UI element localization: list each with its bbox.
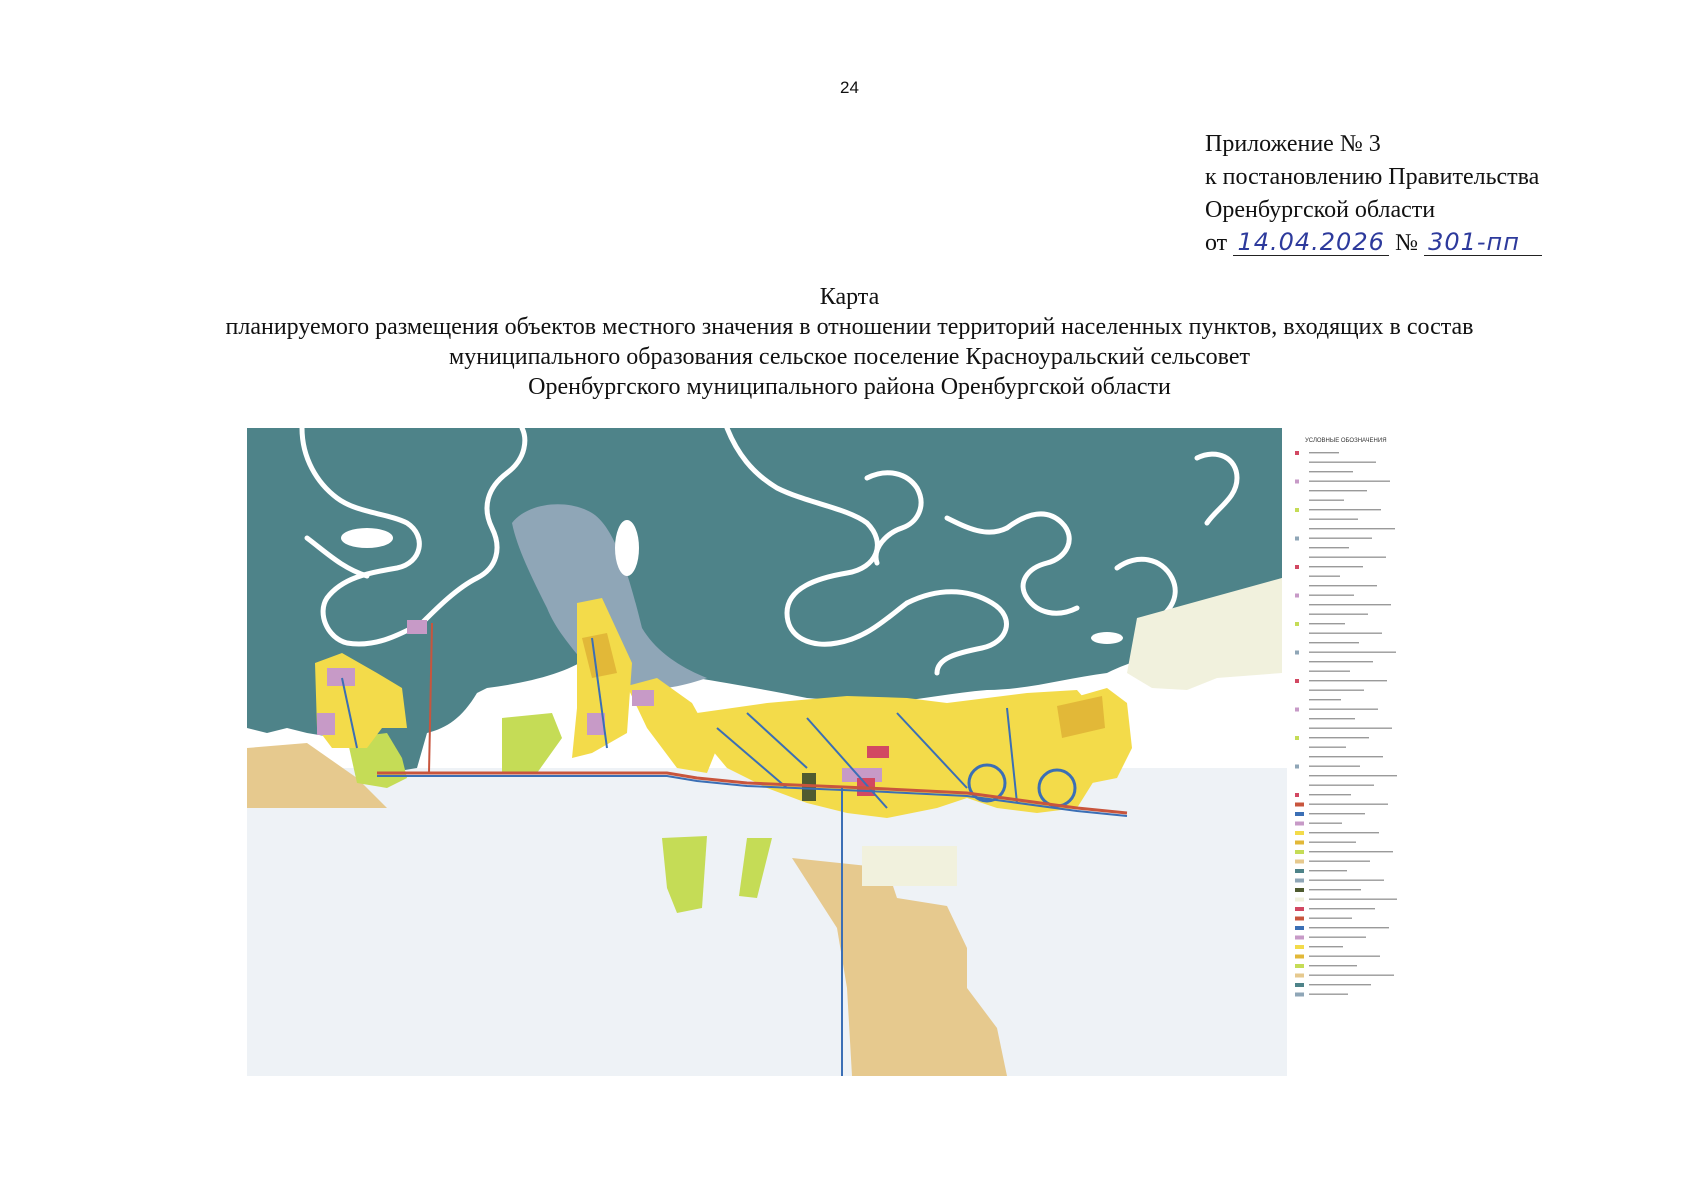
legend-text-line <box>1309 481 1390 482</box>
appendix-block <box>1205 128 1542 260</box>
legend-text-line <box>1309 775 1397 776</box>
legend-swatch <box>1295 736 1299 740</box>
legend-text-line <box>1309 747 1346 748</box>
legend-text-line <box>1309 566 1363 567</box>
legend-text-line <box>1309 956 1380 957</box>
legend-swatch <box>1295 879 1304 883</box>
legend-text-line <box>1309 661 1373 662</box>
legend-swatch <box>1295 480 1299 484</box>
public-zone-1 <box>327 668 355 686</box>
lake-3 <box>1091 632 1123 644</box>
legend-swatch <box>1295 451 1299 455</box>
lake-2 <box>615 520 639 576</box>
legend-text-line <box>1309 652 1396 653</box>
legend-swatch <box>1295 537 1299 541</box>
legend-text-line <box>1309 965 1357 966</box>
legend-text-line <box>1309 585 1377 586</box>
document-title <box>0 282 1699 402</box>
legend-swatch <box>1295 955 1304 959</box>
legend-text-line <box>1309 538 1372 539</box>
legend-text-line <box>1309 899 1397 900</box>
legend-swatch <box>1295 936 1304 940</box>
legend-text-line <box>1309 889 1361 890</box>
legend-text-line <box>1309 766 1360 767</box>
special-zone-1 <box>867 746 889 758</box>
legend-swatch <box>1295 974 1304 978</box>
legend-text-line <box>1309 500 1344 501</box>
legend-text-line <box>1309 462 1376 463</box>
legend-text-line <box>1309 642 1359 643</box>
legend-text-line <box>1309 509 1381 510</box>
resolution-number: 301-пп <box>1424 229 1542 256</box>
legend-text-line <box>1309 813 1365 814</box>
legend-panel <box>1287 428 1397 1076</box>
legend-text-line <box>1309 690 1364 691</box>
meadow-area <box>247 768 1297 1076</box>
legend-text-line <box>1309 927 1389 928</box>
legend-text-line <box>1309 908 1375 909</box>
legend-text-line <box>1309 633 1382 634</box>
legend-text-line <box>1309 794 1351 795</box>
legend-text-line <box>1309 823 1342 824</box>
legend-swatch <box>1295 708 1299 712</box>
legend-text-line <box>1309 937 1366 938</box>
legend-swatch <box>1295 907 1304 911</box>
legend-swatch <box>1295 898 1304 902</box>
legend-text-line <box>1309 737 1369 738</box>
legend-text-line <box>1309 528 1395 529</box>
title-line-2: планируемого размещения объектов местного значения в отношении территорий населенных пунктов, входящих в состав <box>225 314 1474 340</box>
number-label: № <box>1395 230 1419 256</box>
legend-text-line <box>1309 671 1350 672</box>
legend-swatch <box>1295 841 1304 845</box>
light-field-south <box>862 846 957 886</box>
legend-swatch <box>1295 964 1304 968</box>
legend-text-line <box>1309 452 1339 453</box>
legend-swatch <box>1295 869 1304 873</box>
legend-text-line <box>1309 984 1371 985</box>
public-zone-3 <box>632 690 654 706</box>
legend-text-line <box>1309 832 1379 833</box>
lake-1 <box>341 528 393 548</box>
legend-swatch <box>1295 812 1304 816</box>
legend-text-line <box>1309 994 1348 995</box>
legend-swatch <box>1295 651 1299 655</box>
legend-swatch <box>1295 803 1304 807</box>
planning-map <box>247 428 1397 1076</box>
legend-text-line <box>1309 604 1391 605</box>
page-number: 24 <box>840 78 859 97</box>
legend-text-line <box>1309 804 1388 805</box>
legend-swatch <box>1295 993 1304 997</box>
legend-swatch <box>1295 926 1304 930</box>
legend-swatch <box>1295 594 1299 598</box>
legend-text-line <box>1309 623 1345 624</box>
title-line-1: Карта <box>819 284 880 310</box>
legend-swatch <box>1295 679 1299 683</box>
legend-swatch <box>1295 983 1304 987</box>
appendix-resolution: к постановлению Правительства <box>1205 164 1540 190</box>
legend-text-line <box>1309 728 1392 729</box>
legend-text-line <box>1309 490 1367 491</box>
legend-text-line <box>1309 595 1354 596</box>
map-svg <box>247 428 1397 1076</box>
legend-text-line <box>1309 918 1352 919</box>
legend-text-line <box>1309 946 1343 947</box>
legend-swatch <box>1295 793 1299 797</box>
legend-text-line <box>1309 471 1353 472</box>
appendix-title: Приложение № 3 <box>1205 131 1381 157</box>
legend-text-line <box>1309 547 1349 548</box>
legend-swatch <box>1295 765 1299 769</box>
legend-swatch <box>1295 850 1304 854</box>
appendix-date-line <box>1205 227 1542 260</box>
legend-text-line <box>1309 519 1358 520</box>
legend-text-line <box>1309 880 1384 881</box>
legend-text-line <box>1309 756 1383 757</box>
legend-text-line <box>1309 861 1370 862</box>
legend-text-line <box>1309 718 1355 719</box>
appendix-region: Оренбургской области <box>1205 197 1436 223</box>
legend-swatch <box>1295 917 1304 921</box>
legend-text-line <box>1309 975 1394 976</box>
from-label: от <box>1205 230 1228 256</box>
legend-text-line <box>1309 699 1341 700</box>
title-line-3: муниципального образования сельское поселение Красноуральский сельсовет <box>449 344 1250 370</box>
legend-text-line <box>1309 709 1378 710</box>
legend-swatch <box>1295 860 1304 864</box>
public-zone-6 <box>317 713 335 735</box>
legend-text-line <box>1309 557 1386 558</box>
legend-swatch <box>1295 945 1304 949</box>
legend-swatch <box>1295 822 1304 826</box>
legend-text-line <box>1309 870 1347 871</box>
legend-swatch <box>1295 888 1304 892</box>
legend-swatch <box>1295 622 1299 626</box>
legend-text-line <box>1309 842 1356 843</box>
legend-swatch <box>1295 508 1299 512</box>
legend-swatch <box>1295 565 1299 569</box>
legend-swatch <box>1295 831 1304 835</box>
legend-title: УСЛОВНЫЕ ОБОЗНАЧЕНИЯ <box>1305 438 1387 444</box>
title-line-4: Оренбургского муниципального района Оренбургской области <box>528 374 1171 400</box>
public-zone-2 <box>407 620 427 634</box>
legend-text-line <box>1309 785 1374 786</box>
legend-text-line <box>1309 851 1393 852</box>
resolution-date: 14.04.2026 <box>1233 229 1389 256</box>
legend-text-line <box>1309 576 1340 577</box>
legend-text-line <box>1309 614 1368 615</box>
legend-text-line <box>1309 680 1387 681</box>
